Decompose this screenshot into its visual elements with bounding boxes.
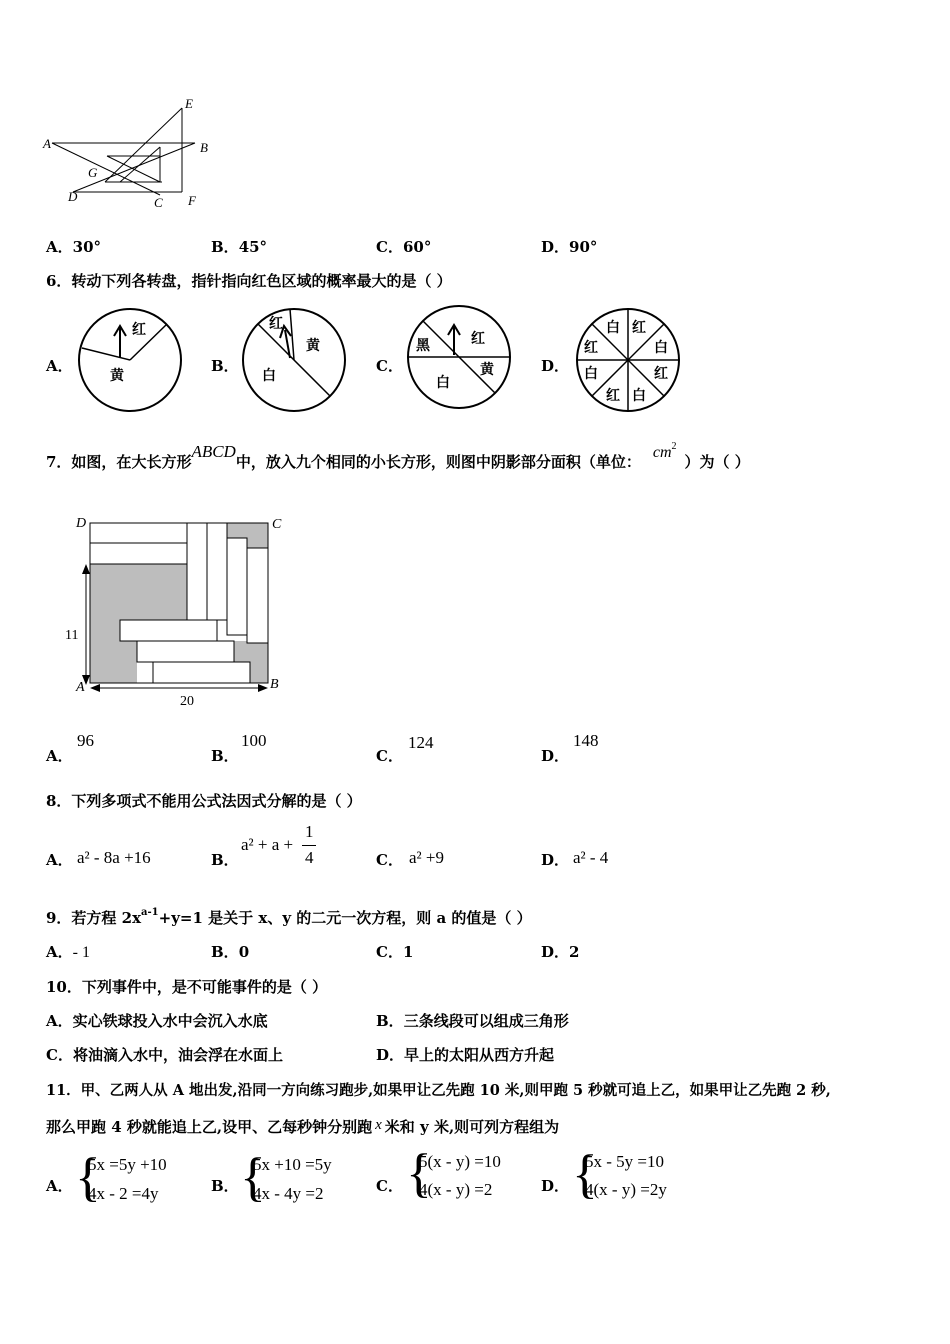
q6-a-region-red: 红 bbox=[132, 322, 146, 338]
q6-wheel-a[interactable] bbox=[76, 306, 184, 414]
q5-option-a[interactable]: A．30° bbox=[46, 238, 102, 256]
q8-option-b-frac-num: 1 bbox=[305, 822, 314, 841]
q10-option-a[interactable]: A．实心铁球投入水中会沉入水底 bbox=[46, 1012, 268, 1030]
q7-label-c: C bbox=[272, 517, 282, 532]
q11-option-b-brace: { bbox=[240, 1147, 266, 1207]
q7-label-d: D bbox=[76, 516, 87, 531]
q10-stem: 10．下列事件中，是不可能事件的是（ ） bbox=[46, 978, 328, 996]
q6-wheel-d[interactable] bbox=[574, 306, 682, 414]
q6-b-region-yellow: 黄 bbox=[306, 338, 320, 354]
q6-d-region-4: 白 bbox=[654, 340, 668, 356]
q6-c-region-yellow: 黄 bbox=[480, 362, 494, 378]
q8-option-b-frac-den: 4 bbox=[305, 848, 314, 867]
q6-wheel-b[interactable] bbox=[240, 306, 348, 414]
q7-option-c-value[interactable]: 124 bbox=[408, 733, 434, 752]
q11-option-b-eq2[interactable]: 4x - 4y =2 bbox=[253, 1184, 324, 1203]
q8-option-c-expr[interactable]: a² +9 bbox=[409, 848, 444, 867]
q5-label-d: D bbox=[68, 189, 78, 204]
q5-label-e: E bbox=[185, 96, 193, 111]
q5-figure bbox=[40, 95, 220, 215]
q11-option-d-eq1[interactable]: 5x - 5y =10 bbox=[585, 1152, 664, 1171]
q7-label-a: A bbox=[76, 680, 85, 695]
q6-c-region-black: 黑 bbox=[416, 338, 430, 354]
q7-option-c-letter[interactable]: C． bbox=[376, 747, 403, 765]
q11-option-b-eq1[interactable]: 5x +10 =5y bbox=[253, 1155, 332, 1174]
q8-option-b-frac-bar bbox=[302, 845, 316, 846]
q5-option-c[interactable]: C．60° bbox=[376, 238, 432, 256]
q11-option-c-brace: { bbox=[406, 1143, 432, 1203]
q5-label-g: G bbox=[88, 165, 98, 180]
q6-stem: 6．转动下列各转盘，指针指向红色区域的概率最大的是（ ） bbox=[46, 272, 452, 290]
q7-option-d-value[interactable]: 148 bbox=[573, 731, 599, 750]
q6-d-region-8: 红 bbox=[606, 388, 620, 404]
q7-option-d-letter[interactable]: D． bbox=[541, 747, 570, 765]
q6-option-b-letter[interactable]: B． bbox=[211, 357, 239, 375]
q8-option-b-expr[interactable]: a² + a + bbox=[241, 835, 294, 854]
q6-a-region-yellow: 黄 bbox=[110, 368, 124, 384]
q6-d-region-5: 红 bbox=[654, 366, 668, 382]
q6-d-region-3: 红 bbox=[584, 340, 598, 356]
q7-option-a-letter[interactable]: A． bbox=[46, 747, 73, 765]
q7-figure bbox=[60, 513, 290, 713]
q5-label-a: A bbox=[43, 136, 51, 151]
q11-stem-line2: 那么甲跑 4 秒就能追上乙,设甲、乙每秒钟分别跑 x 米和 y 米,则可列方程组为 bbox=[46, 1117, 560, 1136]
q5-option-d[interactable]: D．90° bbox=[541, 238, 598, 256]
q6-option-a-letter[interactable]: A． bbox=[46, 357, 73, 375]
q5-label-b: B bbox=[200, 140, 208, 155]
q8-stem: 8．下列多项式不能用公式法因式分解的是（ ） bbox=[46, 792, 362, 810]
q9-stem: 9．若方程 $2x^{a-1}+y=1$ 是关于 x、y 的二元一次方程，则 a 的值是（ ） bbox=[46, 907, 532, 927]
q8-option-b-letter[interactable]: B． bbox=[211, 851, 239, 869]
q9-option-c[interactable]: C．1 bbox=[376, 943, 414, 961]
q6-d-region-2: 红 bbox=[632, 320, 646, 336]
q5-option-b[interactable]: B．45° bbox=[211, 238, 268, 256]
q11-option-a-brace: { bbox=[75, 1147, 101, 1207]
q11-option-d-brace: { bbox=[572, 1144, 598, 1204]
q9-option-b[interactable]: B．0 bbox=[211, 943, 250, 961]
q9-option-a[interactable]: A．- 1 bbox=[46, 943, 90, 961]
q11-option-a-letter[interactable]: A． bbox=[46, 1177, 73, 1195]
q6-b-region-red: 红 bbox=[269, 316, 283, 332]
q10-option-b[interactable]: B．三条线段可以组成三角形 bbox=[376, 1012, 569, 1030]
q8-option-d-expr[interactable]: a² - 4 bbox=[573, 848, 609, 867]
q6-c-region-white: 白 bbox=[436, 375, 450, 391]
q7-label-b: B bbox=[270, 677, 279, 692]
q7-option-a-value[interactable]: 96 bbox=[77, 731, 94, 750]
q11-option-d-eq2[interactable]: 4(x - y) =2y bbox=[585, 1180, 667, 1199]
q11-stem-line1: 11．甲、乙两人从 A 地出发,沿同一方向练习跑步,如果甲让乙先跑 10 米,则甲跑 5 秒就可追上乙，如果甲让乙先跑 2 秒, bbox=[46, 1082, 831, 1099]
q11-option-a-eq2[interactable]: 4x - 2 =4y bbox=[88, 1184, 159, 1203]
q8-option-c-letter[interactable]: C． bbox=[376, 851, 403, 869]
q7-option-b-letter[interactable]: B． bbox=[211, 747, 239, 765]
q9-option-d[interactable]: D．2 bbox=[541, 943, 580, 961]
q11-option-c-letter[interactable]: C． bbox=[376, 1177, 403, 1195]
q6-d-region-7: 白 bbox=[632, 388, 646, 404]
q7-stem: 7．如图，在大长方形ABCD中，放入九个相同的小长方形，则图中阴影部分面积（单位：$cm^2$）为（ ） bbox=[46, 441, 750, 471]
q10-option-c[interactable]: C．将油滴入水中，油会浮在水面上 bbox=[46, 1046, 283, 1064]
q6-wheel-c[interactable] bbox=[405, 303, 513, 411]
q6-d-region-1: 白 bbox=[606, 320, 620, 336]
q6-c-region-red: 红 bbox=[471, 331, 485, 347]
q7-label-height: 11 bbox=[65, 628, 79, 643]
q8-option-a-expr[interactable]: a² - 8a +16 bbox=[77, 848, 151, 867]
q11-option-d-letter[interactable]: D． bbox=[541, 1177, 570, 1195]
q6-option-c-letter[interactable]: C． bbox=[376, 357, 403, 375]
q6-b-region-white: 白 bbox=[262, 368, 276, 384]
q11-option-c-eq1[interactable]: 5(x - y) =10 bbox=[419, 1152, 501, 1171]
q8-option-a-letter[interactable]: A． bbox=[46, 851, 73, 869]
q8-option-d-letter[interactable]: D． bbox=[541, 851, 570, 869]
q11-option-b-letter[interactable]: B． bbox=[211, 1177, 239, 1195]
q6-d-region-6: 白 bbox=[584, 366, 598, 382]
q11-option-a-eq1[interactable]: 5x =5y +10 bbox=[88, 1155, 167, 1174]
q7-option-b-value[interactable]: 100 bbox=[241, 731, 267, 750]
q6-option-d-letter[interactable]: D． bbox=[541, 357, 570, 375]
q10-option-d[interactable]: D．早上的太阳从西方升起 bbox=[376, 1046, 555, 1064]
q7-label-width: 20 bbox=[180, 694, 194, 709]
q5-label-f: F bbox=[188, 193, 196, 208]
q5-label-c: C bbox=[154, 195, 163, 210]
q11-option-c-eq2[interactable]: 4(x - y) =2 bbox=[419, 1180, 493, 1199]
